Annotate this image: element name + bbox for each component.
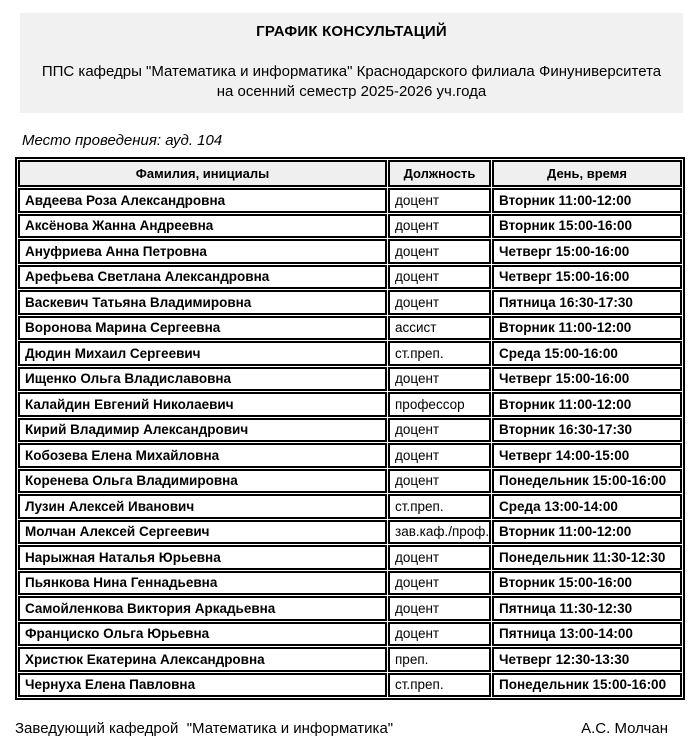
cell-schedule: Пятница 16:30-17:30 [492, 290, 682, 315]
cell-schedule: Среда 13:00-14:00 [492, 494, 682, 519]
cell-schedule: Вторник 15:00-16:00 [492, 214, 682, 239]
document-header-banner [20, 13, 683, 113]
document-footer [15, 720, 668, 737]
cell-name: Христюк Екатерина Александровна [18, 647, 387, 672]
cell-position: ст.преп. [388, 494, 491, 519]
table-row [18, 418, 682, 443]
table-row [18, 469, 682, 494]
document-page [0, 13, 698, 737]
table-row [18, 214, 682, 239]
cell-name: Авдеева Роза Александровна [18, 188, 387, 213]
cell-schedule: Вторник 11:00-12:00 [492, 392, 682, 417]
table-row [18, 622, 682, 647]
cell-schedule: Вторник 15:00-16:00 [492, 571, 682, 596]
cell-name: Кобозева Елена Михайловна [18, 443, 387, 468]
cell-name: Аксёнова Жанна Андреевна [18, 214, 387, 239]
cell-name: Калайдин Евгений Николаевич [18, 392, 387, 417]
cell-schedule: Пятница 11:30-12:30 [492, 596, 682, 621]
cell-position: доцент [388, 239, 491, 264]
footer-right-text: А.С. Молчан [581, 720, 668, 737]
cell-position: доцент [388, 214, 491, 239]
table-row [18, 571, 682, 596]
cell-position: преп. [388, 647, 491, 672]
cell-schedule: Четверг 15:00-16:00 [492, 239, 682, 264]
cell-schedule: Понедельник 11:30-12:30 [492, 545, 682, 570]
cell-position: ст.преп. [388, 673, 491, 698]
column-header-position: Должность [388, 160, 491, 187]
cell-name: Васкевич Татьяна Владимировна [18, 290, 387, 315]
table-row [18, 239, 682, 264]
cell-name: Дюдин Михаил Сергеевич [18, 341, 387, 366]
footer-left-text: Заведующий кафедрой "Математика и информатика" [15, 720, 394, 737]
cell-position: доцент [388, 265, 491, 290]
cell-name: Воронова Марина Сергеевна [18, 316, 387, 341]
table-row [18, 520, 682, 545]
column-header-schedule: День, время [492, 160, 682, 187]
cell-name: Ануфриева Анна Петровна [18, 239, 387, 264]
cell-name: Пьянкова Нина Геннадьевна [18, 571, 387, 596]
cell-schedule: Четверг 15:00-16:00 [492, 367, 682, 392]
cell-position: доцент [388, 367, 491, 392]
table-row [18, 647, 682, 672]
cell-schedule: Понедельник 15:00-16:00 [492, 673, 682, 698]
cell-name: Самойленкова Виктория Аркадьевна [18, 596, 387, 621]
cell-position: ст.преп. [388, 341, 491, 366]
cell-position: доцент [388, 622, 491, 647]
consultation-schedule-table [15, 157, 685, 700]
table-row [18, 265, 682, 290]
cell-name: Молчан Алексей Сергеевич [18, 520, 387, 545]
table-header-row [18, 160, 682, 187]
table-row [18, 545, 682, 570]
cell-schedule: Четверг 15:00-16:00 [492, 265, 682, 290]
cell-schedule: Среда 15:00-16:00 [492, 341, 682, 366]
cell-position: доцент [388, 290, 491, 315]
cell-position: зав.каф./проф. [388, 520, 491, 545]
cell-position: доцент [388, 443, 491, 468]
cell-name: Коренева Ольга Владимировна [18, 469, 387, 494]
table-row [18, 596, 682, 621]
table-row [18, 673, 682, 698]
cell-position: доцент [388, 188, 491, 213]
document-subtitle-line2: на осенний семестр 2025-2026 уч.года [216, 83, 487, 100]
document-subtitle-line1: ППС кафедры "Математика и информатика" Краснодарского филиала Финуниверситета [41, 63, 662, 80]
cell-schedule: Вторник 11:00-12:00 [492, 520, 682, 545]
cell-name: Лузин Алексей Иванович [18, 494, 387, 519]
table-row [18, 494, 682, 519]
cell-schedule: Четверг 14:00-15:00 [492, 443, 682, 468]
table-row [18, 392, 682, 417]
table-row [18, 290, 682, 315]
cell-name: Чернуха Елена Павловна [18, 673, 387, 698]
cell-name: Нарыжная Наталья Юрьевна [18, 545, 387, 570]
cell-position: ассист [388, 316, 491, 341]
cell-name: Арефьева Светлана Александровна [18, 265, 387, 290]
cell-position: доцент [388, 418, 491, 443]
document-title: ГРАФИК КОНСУЛЬТАЦИЙ [256, 23, 447, 40]
cell-schedule: Вторник 11:00-12:00 [492, 316, 682, 341]
cell-position: профессор [388, 392, 491, 417]
cell-name: Кирий Владимир Александрович [18, 418, 387, 443]
table-row [18, 341, 682, 366]
table-row [18, 316, 682, 341]
table-row [18, 443, 682, 468]
cell-schedule: Пятница 13:00-14:00 [492, 622, 682, 647]
cell-schedule: Вторник 11:00-12:00 [492, 188, 682, 213]
cell-position: доцент [388, 571, 491, 596]
cell-schedule: Вторник 16:30-17:30 [492, 418, 682, 443]
table-row [18, 367, 682, 392]
cell-position: доцент [388, 469, 491, 494]
cell-name: Франциско Ольга Юрьевна [18, 622, 387, 647]
cell-schedule: Понедельник 15:00-16:00 [492, 469, 682, 494]
cell-schedule: Четверг 12:30-13:30 [492, 647, 682, 672]
cell-position: доцент [388, 545, 491, 570]
column-header-name: Фамилия, инициалы [18, 160, 387, 187]
table-row [18, 188, 682, 213]
location-line: Место проведения: ауд. 104 [22, 132, 223, 149]
cell-position: доцент [388, 596, 491, 621]
cell-name: Ищенко Ольга Владиславовна [18, 367, 387, 392]
